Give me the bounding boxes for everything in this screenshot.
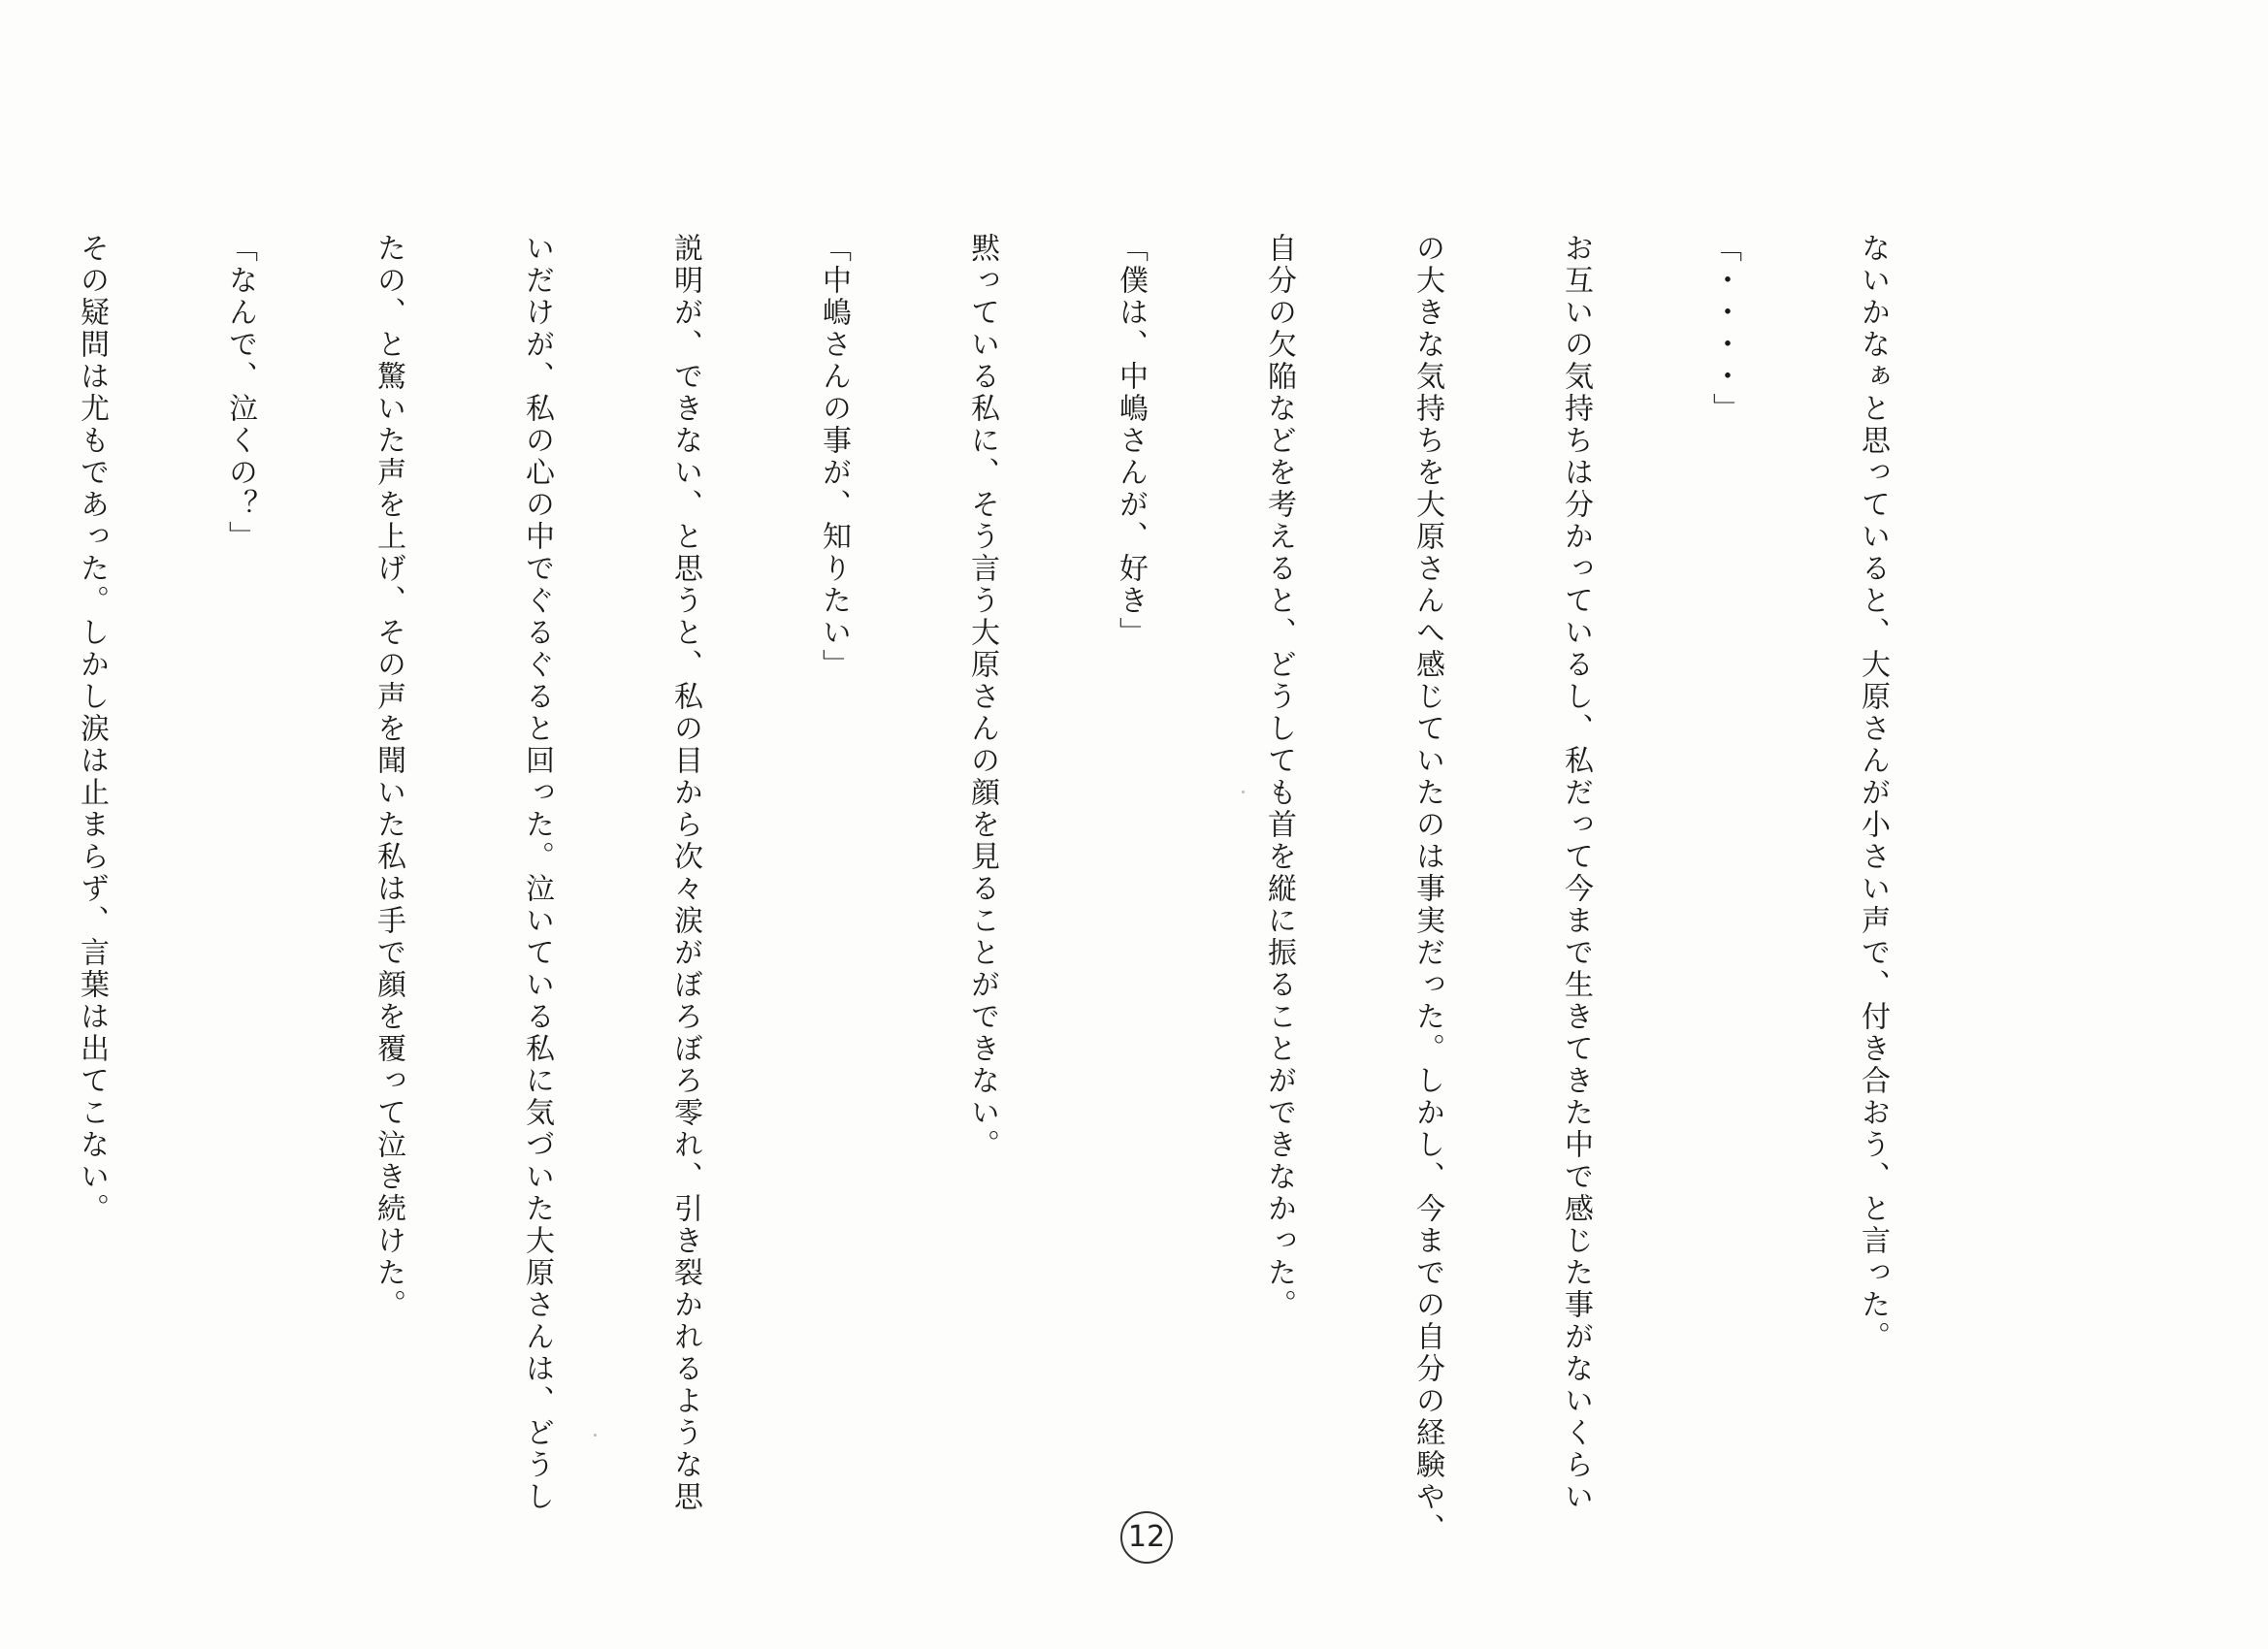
text-line: いだけが、私の心の中でぐるぐると回った。泣いている私に気づいた大原さんは、どうし	[520, 233, 554, 1513]
text-line: その疑問は尤もであった。しかし涙は止まらず、言葉は出てこない。	[75, 233, 109, 1225]
text-line: 「僕は、中嶋さんが、好き」	[1114, 233, 1148, 649]
text-line: 「中嶋さんの事が、知りたい」	[817, 233, 851, 681]
text-line: 自分の欠陥などを考えると、どうしても首を縦に振ることができなかった。	[1262, 233, 1296, 1321]
text-line: 黙っている私に、そう言う大原さんの顔を見ることができない。	[965, 233, 999, 1161]
text-line: 説明が、できない、と思うと、私の目から次々涙がぼろぼろ零れ、引き裂かれるような思	[668, 233, 702, 1513]
text-line: の大きな気持ちを大原さんへ感じていたのは事実だった。しかし、今までの自分の経験や、	[1410, 233, 1444, 1545]
page-number: 12	[1120, 1511, 1173, 1564]
scan-speck	[1242, 791, 1245, 793]
text-line: 「なんで、泣くの？」	[223, 233, 257, 553]
text-line: お互いの気持ちは分かっているし、私だって今まで生きてきた中で感じた事がないくらい	[1559, 233, 1593, 1513]
scan-speck	[594, 1434, 597, 1437]
text-line: たの、と驚いた声を上げ、その声を聞いた私は手で顔を覆って泣き続けた。	[372, 233, 405, 1321]
text-line: ないかなぁと思っていると、大原さんが小さい声で、付き合おう、と言った。	[1856, 233, 1890, 1353]
text-line: 「・・・・」	[1707, 233, 1741, 425]
